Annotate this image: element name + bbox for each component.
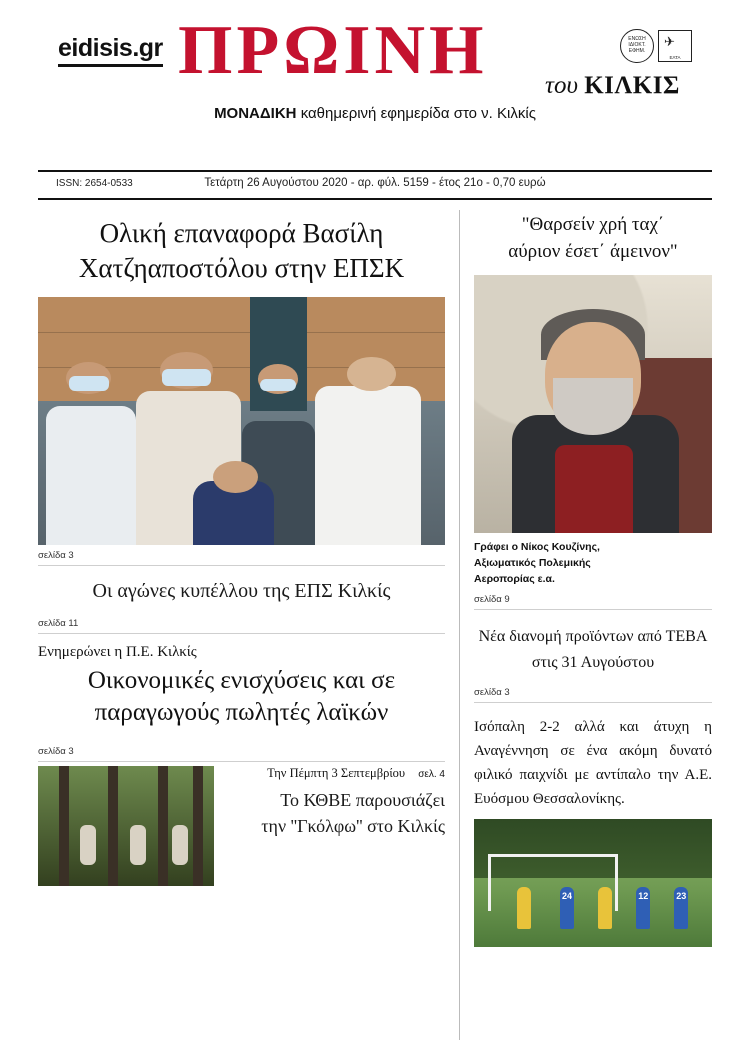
press-association-stamp (620, 26, 694, 66)
theatre-headline-line1[interactable]: Το ΚΘΒΕ παρουσιάζει (280, 790, 445, 811)
teva-teaser-line1: Νέα διανομή προϊόντων από ΤΕΒΑ (478, 628, 708, 646)
right-column (460, 210, 712, 1040)
site-logo[interactable]: eidisis.gr (58, 34, 163, 67)
opinion-quote-line2: αύριον έσετ΄ άμεινον" (508, 240, 678, 262)
theatre-photo (38, 766, 214, 886)
eagle-icon: ✈ (664, 34, 675, 49)
issn-label: ISSN: 2654-0533 (56, 178, 133, 189)
tagline-bold: ΜΟΝΑΔΙΚΗ (214, 105, 297, 122)
lead-photo-page-note[interactable]: σελίδα 3 (38, 545, 445, 566)
subtitle-region: ΚΙΛΚΙΣ (584, 72, 680, 99)
theatre-text (214, 766, 445, 886)
lead-headline[interactable]: Ολική επαναφορά Βασίλη Χατζηαποστόλου στην ΕΠΣΚ (78, 218, 405, 283)
left-column (38, 210, 460, 1040)
columnist-page-note[interactable]: σελίδα 9 (474, 589, 712, 610)
teva-teaser-line2: στις 31 Αυγούστου (531, 654, 655, 672)
opinion-quote-line1: "Θαρσείν χρή ταχ΄ (521, 214, 665, 235)
subtitle-article: του (545, 72, 578, 99)
lead-photo (38, 297, 445, 545)
tagline-rest: καθημερινή εφημερίδα στο ν. Κιλκίς (300, 105, 536, 122)
dateline: Τετάρτη 26 Αυγούστου 2020 - αρ. φύλ. 5159 - έτος 21ο - 0,70 ευρώ (204, 177, 546, 189)
byline-line3: Αεροπορίας ε.α. (474, 572, 555, 585)
info-bar (38, 172, 712, 200)
columnist-photo-scene (474, 275, 712, 533)
opinion-quote (474, 212, 712, 265)
third-headline[interactable]: Οικονομικές ενισχύσεις και σε παραγωγούς πωλητές λαϊκών (87, 667, 396, 727)
newspaper-title: ΠΡΩΙΝΗ (178, 12, 488, 89)
theatre-dateline-row (226, 766, 445, 781)
masthead-tagline (38, 105, 712, 122)
football-teaser[interactable]: Ισόπαλη 2-2 αλλά και άτυχη η Αναγέννηση σε ένα ακόμη δυνατό φιλικό παιχνίδι με αντίπαλο την Α.Ε. Ευόσμου Θεσσαλονίκης. (474, 718, 712, 807)
content-columns (38, 210, 712, 1040)
third-page-note[interactable]: σελίδα 3 (38, 741, 445, 762)
masthead (38, 0, 712, 138)
player-number-3: 23 (676, 890, 687, 901)
theatre-photo-scene (38, 766, 214, 886)
postal-stamp-label: ΕΛΤΑ (669, 55, 681, 60)
teva-page-note[interactable]: σελίδα 3 (474, 682, 712, 703)
player-number-1: 24 (562, 890, 573, 901)
theatre-date: Την Πέμπτη 3 Σεπτεμβρίου (267, 766, 406, 781)
theatre-headline-line2[interactable]: την ''Γκόλφω'' στο Κιλκίς (261, 816, 445, 837)
second-page-note[interactable]: σελίδα 11 (38, 613, 445, 634)
newspaper-subtitle (545, 72, 680, 100)
byline-line2: Αξιωματικός Πολεμικής (474, 556, 591, 569)
columnist-byline (474, 540, 712, 587)
columnist-photo (474, 275, 712, 533)
association-seal-icon: ΕΝΩΣΗ ΙΔΙΟΚΤ. ΕΦΗΜ. (620, 29, 654, 63)
football-photo (474, 819, 712, 947)
teva-teaser[interactable] (474, 624, 712, 675)
theatre-page-note[interactable]: σελ. 4 (418, 769, 445, 781)
lead-photo-scene (38, 297, 445, 545)
second-headline[interactable]: Οι αγώνες κυπέλλου της ΕΠΣ Κιλκίς (92, 580, 391, 603)
player-number-2: 12 (638, 890, 649, 901)
third-kicker: Ενημερώνει η Π.Ε. Κιλκίς (38, 644, 197, 661)
byline-line1: Γράφει ο Νίκος Κουζίνης, (474, 541, 600, 554)
postal-stamp-icon (658, 30, 692, 62)
football-photo-scene (474, 819, 712, 947)
bottom-story (38, 766, 445, 886)
